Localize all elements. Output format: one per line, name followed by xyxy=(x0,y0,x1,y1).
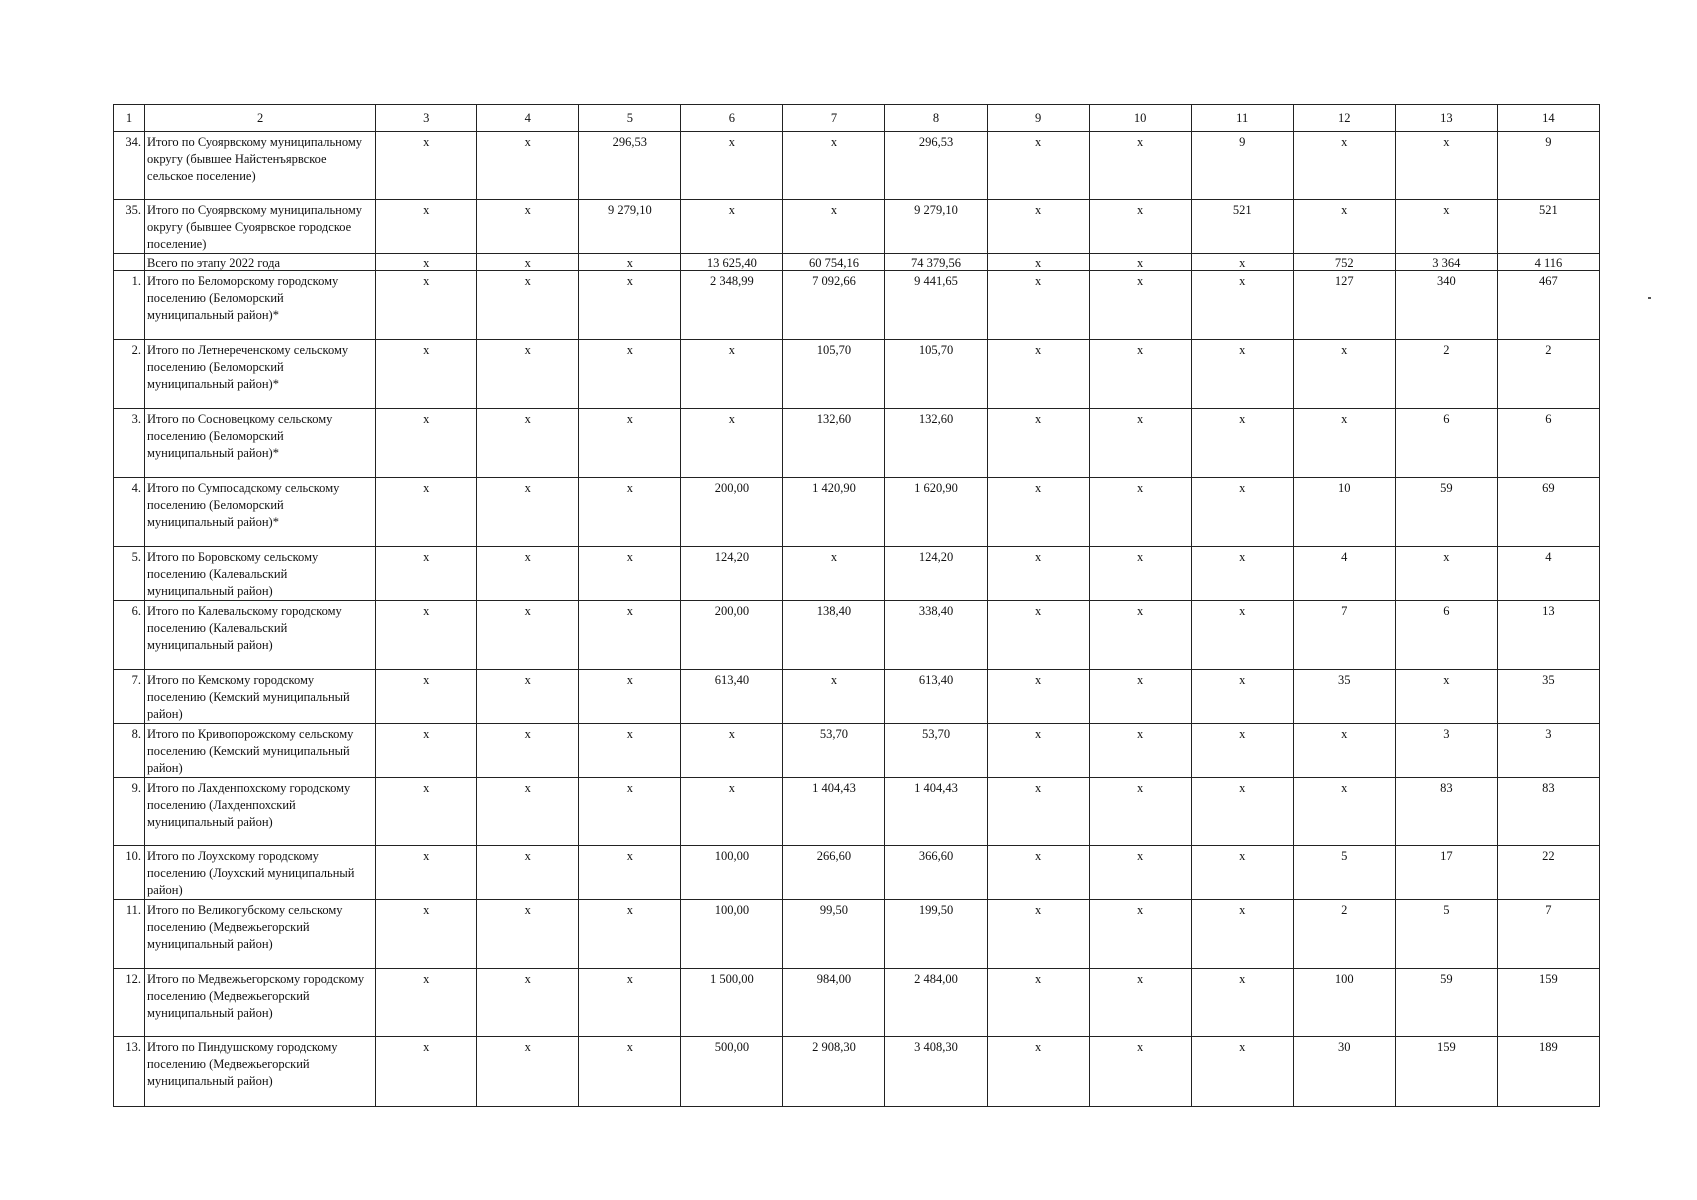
value-cell: 521 xyxy=(1497,200,1599,254)
value-cell: x xyxy=(376,778,477,846)
value-cell: 53,70 xyxy=(885,724,987,778)
value-cell: x xyxy=(987,1037,1089,1107)
column-number-cell: 13 xyxy=(1395,105,1497,132)
value-cell: x xyxy=(1191,670,1293,724)
table-body xyxy=(114,105,1600,1107)
value-cell: 5 xyxy=(1395,900,1497,969)
value-cell: x xyxy=(1191,846,1293,900)
table-row xyxy=(114,271,1600,340)
column-number-cell: 5 xyxy=(579,105,681,132)
table-row xyxy=(114,601,1600,670)
value-cell: 9 279,10 xyxy=(885,200,987,254)
value-cell: x xyxy=(987,271,1089,340)
value-cell: x xyxy=(1293,132,1395,200)
value-cell: 5 xyxy=(1293,846,1395,900)
value-cell: x xyxy=(681,778,783,846)
value-cell: 105,70 xyxy=(885,340,987,409)
value-cell: x xyxy=(783,200,885,254)
table-row xyxy=(114,200,1600,254)
value-cell: x xyxy=(1191,478,1293,547)
value-cell: x xyxy=(1191,409,1293,478)
row-number-cell xyxy=(114,254,145,271)
value-cell: x xyxy=(987,900,1089,969)
value-cell: x xyxy=(477,254,579,271)
value-cell: x xyxy=(579,846,681,900)
value-cell: x xyxy=(1191,254,1293,271)
municipality-name-cell: Итого по Суоярвскому муниципальному округу (бывшее Найстенъярвское сельское поселение) xyxy=(145,132,376,200)
value-cell: x xyxy=(1191,969,1293,1037)
value-cell: x xyxy=(579,547,681,601)
municipality-name-cell: Итого по Беломорскому городскому поселению (Беломорский муниципальный район)* xyxy=(145,271,376,340)
table-row xyxy=(114,409,1600,478)
value-cell: 83 xyxy=(1497,778,1599,846)
value-cell: 199,50 xyxy=(885,900,987,969)
municipality-name-cell: Итого по Медвежьегорскому городскому поселению (Медвежьегорский муниципальный район) xyxy=(145,969,376,1037)
value-cell: x xyxy=(376,254,477,271)
value-cell: x xyxy=(681,724,783,778)
value-cell: x xyxy=(1293,200,1395,254)
value-cell: x xyxy=(681,200,783,254)
value-cell: x xyxy=(376,478,477,547)
value-cell: 9 279,10 xyxy=(579,200,681,254)
value-cell: x xyxy=(579,254,681,271)
value-cell: 1 620,90 xyxy=(885,478,987,547)
value-cell: x xyxy=(1191,900,1293,969)
value-cell: 2 xyxy=(1395,340,1497,409)
value-cell: x xyxy=(1089,601,1191,670)
value-cell: 613,40 xyxy=(885,670,987,724)
table-row xyxy=(114,846,1600,900)
value-cell: 124,20 xyxy=(681,547,783,601)
value-cell: x xyxy=(783,547,885,601)
value-cell: 100,00 xyxy=(681,846,783,900)
value-cell: 2 xyxy=(1497,340,1599,409)
value-cell: x xyxy=(987,969,1089,1037)
value-cell: x xyxy=(579,724,681,778)
value-cell: 99,50 xyxy=(783,900,885,969)
table-row xyxy=(114,1037,1600,1107)
value-cell: x xyxy=(477,547,579,601)
value-cell: x xyxy=(681,340,783,409)
row-number-cell: 1. xyxy=(114,271,145,340)
value-cell: 100,00 xyxy=(681,900,783,969)
value-cell: x xyxy=(987,846,1089,900)
value-cell: x xyxy=(376,601,477,670)
value-cell: x xyxy=(477,340,579,409)
value-cell: x xyxy=(1191,724,1293,778)
value-cell: 2 908,30 xyxy=(783,1037,885,1107)
column-number-cell: 10 xyxy=(1089,105,1191,132)
value-cell: x xyxy=(1293,409,1395,478)
row-number-cell: 5. xyxy=(114,547,145,601)
value-cell: x xyxy=(1089,271,1191,340)
value-cell: 984,00 xyxy=(783,969,885,1037)
value-cell: 10 xyxy=(1293,478,1395,547)
municipality-name-cell: Итого по Кемскому городскому поселению (Кемский муниципальный район) xyxy=(145,670,376,724)
table-row xyxy=(114,478,1600,547)
municipality-name-cell: Всего по этапу 2022 года xyxy=(145,254,376,271)
value-cell: x xyxy=(1089,478,1191,547)
municipality-name-cell: Итого по Летнереченскому сельскому поселению (Беломорский муниципальный район)* xyxy=(145,340,376,409)
value-cell: 74 379,56 xyxy=(885,254,987,271)
value-cell: 60 754,16 xyxy=(783,254,885,271)
value-cell: x xyxy=(987,254,1089,271)
value-cell: x xyxy=(987,778,1089,846)
row-number-cell: 3. xyxy=(114,409,145,478)
value-cell: x xyxy=(579,1037,681,1107)
value-cell: x xyxy=(579,271,681,340)
value-cell: x xyxy=(987,670,1089,724)
municipality-name-cell: Итого по Лахденпохскому городскому поселению (Лахденпохский муниципальный район) xyxy=(145,778,376,846)
value-cell: x xyxy=(1089,778,1191,846)
table-row xyxy=(114,132,1600,200)
value-cell: x xyxy=(987,547,1089,601)
value-cell: 1 404,43 xyxy=(783,778,885,846)
value-cell: 189 xyxy=(1497,1037,1599,1107)
value-cell: x xyxy=(376,969,477,1037)
column-number-cell: 3 xyxy=(376,105,477,132)
value-cell: x xyxy=(1191,1037,1293,1107)
row-number-cell: 9. xyxy=(114,778,145,846)
value-cell: x xyxy=(1089,724,1191,778)
value-cell: x xyxy=(1395,132,1497,200)
row-number-cell: 7. xyxy=(114,670,145,724)
value-cell: 500,00 xyxy=(681,1037,783,1107)
municipality-name-cell: Итого по Сумпосадскому сельскому поселению (Беломорский муниципальный район)* xyxy=(145,478,376,547)
column-number-cell: 14 xyxy=(1497,105,1599,132)
row-number-cell: 8. xyxy=(114,724,145,778)
value-cell: x xyxy=(477,132,579,200)
value-cell: x xyxy=(579,478,681,547)
value-cell: x xyxy=(579,900,681,969)
column-number-cell: 6 xyxy=(681,105,783,132)
municipality-name-cell: Итого по Лоухскому городскому поселению (Лоухский муниципальный район) xyxy=(145,846,376,900)
value-cell: 159 xyxy=(1395,1037,1497,1107)
value-cell: x xyxy=(1293,724,1395,778)
value-cell: 4 xyxy=(1497,547,1599,601)
value-cell: 4 xyxy=(1293,547,1395,601)
value-cell: x xyxy=(987,409,1089,478)
value-cell: 127 xyxy=(1293,271,1395,340)
value-cell: x xyxy=(579,409,681,478)
value-cell: 4 116 xyxy=(1497,254,1599,271)
value-cell: 366,60 xyxy=(885,846,987,900)
value-cell: 17 xyxy=(1395,846,1497,900)
value-cell: x xyxy=(376,547,477,601)
value-cell: x xyxy=(1089,132,1191,200)
value-cell: x xyxy=(579,778,681,846)
value-cell: 9 441,65 xyxy=(885,271,987,340)
municipality-name-cell: Итого по Великогубскому сельскому поселению (Медвежьегорский муниципальный район) xyxy=(145,900,376,969)
value-cell: 338,40 xyxy=(885,601,987,670)
value-cell: x xyxy=(1191,778,1293,846)
value-cell: x xyxy=(579,670,681,724)
value-cell: x xyxy=(1395,670,1497,724)
value-cell: 752 xyxy=(1293,254,1395,271)
value-cell: 200,00 xyxy=(681,478,783,547)
value-cell: x xyxy=(987,132,1089,200)
value-cell: 35 xyxy=(1293,670,1395,724)
value-cell: 6 xyxy=(1395,601,1497,670)
value-cell: 13 625,40 xyxy=(681,254,783,271)
row-number-cell: 12. xyxy=(114,969,145,1037)
value-cell: 6 xyxy=(1497,409,1599,478)
value-cell: 132,60 xyxy=(783,409,885,478)
value-cell: x xyxy=(376,1037,477,1107)
value-cell: 296,53 xyxy=(885,132,987,200)
value-cell: x xyxy=(1191,271,1293,340)
value-cell: 30 xyxy=(1293,1037,1395,1107)
municipality-name-cell: Итого по Боровскому сельскому поселению (Калевальский муниципальный район) xyxy=(145,547,376,601)
column-number-cell: 7 xyxy=(783,105,885,132)
row-number-cell: 2. xyxy=(114,340,145,409)
row-number-cell: 4. xyxy=(114,478,145,547)
value-cell: x xyxy=(681,132,783,200)
value-cell: 467 xyxy=(1497,271,1599,340)
column-number-cell: 1 xyxy=(114,105,145,132)
value-cell: x xyxy=(376,900,477,969)
table-header-row xyxy=(114,105,1600,132)
document-table xyxy=(113,104,1600,1107)
value-cell: 13 xyxy=(1497,601,1599,670)
table-row xyxy=(114,724,1600,778)
value-cell: x xyxy=(1089,846,1191,900)
row-number-cell: 11. xyxy=(114,900,145,969)
value-cell: 266,60 xyxy=(783,846,885,900)
value-cell: 1 500,00 xyxy=(681,969,783,1037)
value-cell: 340 xyxy=(1395,271,1497,340)
scan-speck xyxy=(1648,297,1651,299)
value-cell: 3 408,30 xyxy=(885,1037,987,1107)
row-number-cell: 34. xyxy=(114,132,145,200)
column-number-cell: 9 xyxy=(987,105,1089,132)
value-cell: x xyxy=(376,724,477,778)
value-cell: 2 xyxy=(1293,900,1395,969)
value-cell: x xyxy=(1089,969,1191,1037)
value-cell: x xyxy=(1293,778,1395,846)
value-cell: x xyxy=(477,778,579,846)
table-row xyxy=(114,778,1600,846)
value-cell: 53,70 xyxy=(783,724,885,778)
value-cell: x xyxy=(1191,547,1293,601)
value-cell: 69 xyxy=(1497,478,1599,547)
value-cell: x xyxy=(987,724,1089,778)
table-row xyxy=(114,547,1600,601)
value-cell: 1 404,43 xyxy=(885,778,987,846)
value-cell: x xyxy=(987,340,1089,409)
table-row xyxy=(114,670,1600,724)
table-row xyxy=(114,340,1600,409)
value-cell: 521 xyxy=(1191,200,1293,254)
row-number-cell: 13. xyxy=(114,1037,145,1107)
value-cell: 3 364 xyxy=(1395,254,1497,271)
value-cell: x xyxy=(477,200,579,254)
value-cell: 613,40 xyxy=(681,670,783,724)
value-cell: x xyxy=(376,846,477,900)
value-cell: x xyxy=(477,409,579,478)
value-cell: 138,40 xyxy=(783,601,885,670)
value-cell: 132,60 xyxy=(885,409,987,478)
value-cell: 35 xyxy=(1497,670,1599,724)
value-cell: x xyxy=(783,132,885,200)
value-cell: x xyxy=(376,271,477,340)
value-cell: x xyxy=(477,1037,579,1107)
municipality-name-cell: Итого по Сосновецкому сельскому поселению (Беломорский муниципальный район)* xyxy=(145,409,376,478)
value-cell: x xyxy=(376,670,477,724)
value-cell: x xyxy=(987,601,1089,670)
table-row xyxy=(114,969,1600,1037)
table-row xyxy=(114,900,1600,969)
municipality-name-cell: Итого по Кривопорожскому сельскому поселению (Кемский муниципальный район) xyxy=(145,724,376,778)
value-cell: x xyxy=(477,724,579,778)
value-cell: 7 092,66 xyxy=(783,271,885,340)
value-cell: x xyxy=(376,409,477,478)
value-cell: 124,20 xyxy=(885,547,987,601)
value-cell: 3 xyxy=(1497,724,1599,778)
value-cell: x xyxy=(477,969,579,1037)
value-cell: 9 xyxy=(1497,132,1599,200)
value-cell: x xyxy=(1089,1037,1191,1107)
value-cell: x xyxy=(1089,254,1191,271)
value-cell: x xyxy=(477,271,579,340)
value-cell: x xyxy=(477,670,579,724)
value-cell: 6 xyxy=(1395,409,1497,478)
row-number-cell: 35. xyxy=(114,200,145,254)
value-cell: 7 xyxy=(1293,601,1395,670)
value-cell: x xyxy=(1089,900,1191,969)
value-cell: 159 xyxy=(1497,969,1599,1037)
value-cell: x xyxy=(376,340,477,409)
value-cell: x xyxy=(477,846,579,900)
value-cell: x xyxy=(1089,670,1191,724)
value-cell: x xyxy=(376,132,477,200)
value-cell: x xyxy=(1293,340,1395,409)
column-number-cell: 8 xyxy=(885,105,987,132)
value-cell: 83 xyxy=(1395,778,1497,846)
value-cell: 105,70 xyxy=(783,340,885,409)
value-cell: x xyxy=(783,670,885,724)
municipality-name-cell: Итого по Суоярвскому муниципальному округу (бывшее Суоярвское городское поселение) xyxy=(145,200,376,254)
municipality-name-cell: Итого по Пиндушскому городскому поселению (Медвежьегорский муниципальный район) xyxy=(145,1037,376,1107)
value-cell: 22 xyxy=(1497,846,1599,900)
value-cell: x xyxy=(1089,547,1191,601)
value-cell: x xyxy=(987,200,1089,254)
value-cell: x xyxy=(579,601,681,670)
value-cell: x xyxy=(1089,409,1191,478)
value-cell: 59 xyxy=(1395,969,1497,1037)
value-cell: 7 xyxy=(1497,900,1599,969)
value-cell: 1 420,90 xyxy=(783,478,885,547)
municipality-name-cell: Итого по Калевальскому городскому поселению (Калевальский муниципальный район) xyxy=(145,601,376,670)
value-cell: x xyxy=(987,478,1089,547)
column-number-cell: 2 xyxy=(145,105,376,132)
value-cell: x xyxy=(477,900,579,969)
value-cell: x xyxy=(681,409,783,478)
value-cell: 200,00 xyxy=(681,601,783,670)
value-cell: x xyxy=(579,969,681,1037)
column-number-cell: 4 xyxy=(477,105,579,132)
value-cell: 100 xyxy=(1293,969,1395,1037)
value-cell: x xyxy=(477,478,579,547)
value-cell: x xyxy=(1191,601,1293,670)
value-cell: x xyxy=(477,601,579,670)
value-cell: x xyxy=(1191,340,1293,409)
table-total-row xyxy=(114,254,1600,271)
value-cell: 296,53 xyxy=(579,132,681,200)
value-cell: x xyxy=(1089,200,1191,254)
value-cell: 3 xyxy=(1395,724,1497,778)
value-cell: 59 xyxy=(1395,478,1497,547)
value-cell: 2 348,99 xyxy=(681,271,783,340)
value-cell: 2 484,00 xyxy=(885,969,987,1037)
value-cell: 9 xyxy=(1191,132,1293,200)
column-number-cell: 11 xyxy=(1191,105,1293,132)
value-cell: x xyxy=(1395,200,1497,254)
value-cell: x xyxy=(1089,340,1191,409)
value-cell: x xyxy=(579,340,681,409)
value-cell: x xyxy=(1395,547,1497,601)
column-number-cell: 12 xyxy=(1293,105,1395,132)
row-number-cell: 10. xyxy=(114,846,145,900)
value-cell: x xyxy=(376,200,477,254)
row-number-cell: 6. xyxy=(114,601,145,670)
